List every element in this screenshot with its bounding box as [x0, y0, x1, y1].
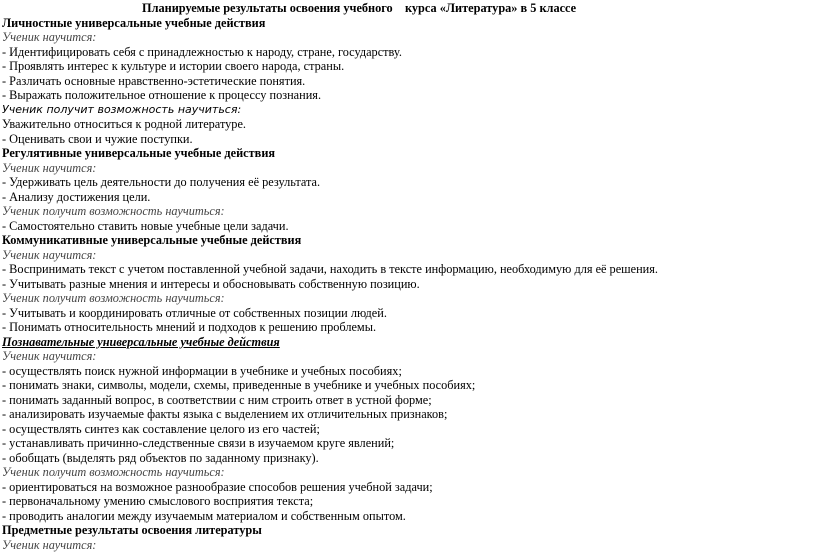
subheading: Ученик научится:: [2, 349, 812, 364]
document-title: Планируемые результаты освоения учебного курса «Литература» в 5 классе: [2, 1, 812, 16]
list-item: - Учитывать и координировать отличные от собственных позиции людей.: [2, 306, 812, 321]
list-item: - Выражать положительное отношение к процессу познания.: [2, 88, 812, 103]
list-item: - устанавливать причинно-следственные связи в изучаемом круге явлений;: [2, 436, 812, 451]
list-item: - первоначальному умению смыслового восприятия текста;: [2, 494, 812, 509]
list-item: - осуществлять синтез как составление целого из его частей;: [2, 422, 812, 437]
section-heading: Личностные универсальные учебные действия: [2, 16, 812, 31]
list-item: Уважительно относиться к родной литературе.: [2, 117, 812, 132]
subheading: Ученик научится:: [2, 538, 812, 552]
list-item: - Проявлять интерес к культуре и истории своего народа, страны.: [2, 59, 812, 74]
subheading: Ученик получит возможность научиться:: [2, 204, 812, 219]
subheading: Ученик получит возможность научиться:: [2, 103, 812, 118]
list-item: - Различать основные нравственно-эстетические понятия.: [2, 74, 812, 89]
subheading: Ученик научится:: [2, 248, 812, 263]
list-item: - Анализу достижения цели.: [2, 190, 812, 205]
list-item: - анализировать изучаемые факты языка с выделением их отличительных признаков;: [2, 407, 812, 422]
subheading: Ученик получит возможность научиться:: [2, 291, 812, 306]
list-item: - понимать заданный вопрос, в соответствии с ним строить ответ в устной форме;: [2, 393, 812, 408]
section-heading: Предметные результаты освоения литературы: [2, 523, 812, 538]
list-item: - Понимать относительность мнений и подходов к решению проблемы.: [2, 320, 812, 335]
list-item: - Учитывать разные мнения и интересы и обосновывать собственную позицию.: [2, 277, 812, 292]
section-heading: Коммуникативные универсальные учебные действия: [2, 233, 812, 248]
document-body: [2, 16, 812, 552]
document-page: [2, 1, 812, 552]
section-heading: Регулятивные универсальные учебные действия: [2, 146, 812, 161]
subheading: Ученик научится:: [2, 30, 812, 45]
list-item: - проводить аналогии между изучаемым материалом и собственным опытом.: [2, 509, 812, 524]
list-item: - Удерживать цель деятельности до получения её результата.: [2, 175, 812, 190]
list-item: - Самостоятельно ставить новые учебные цели задачи.: [2, 219, 812, 234]
list-item: - Оценивать свои и чужие поступки.: [2, 132, 812, 147]
subheading: Ученик получит возможность научиться:: [2, 465, 812, 480]
list-item: - Воспринимать текст с учетом поставленной учебной задачи, находить в тексте информацию, необходимую для её решения.: [2, 262, 812, 277]
list-item: - осуществлять поиск нужной информации в учебнике и учебных пособиях;: [2, 364, 812, 379]
list-item: - обобщать (выделять ряд объектов по заданному признаку).: [2, 451, 812, 466]
list-item: - Идентифицировать себя с принадлежностью к народу, стране, государству.: [2, 45, 812, 60]
list-item: - ориентироваться на возможное разнообразие способов решения учебной задачи;: [2, 480, 812, 495]
subheading: Ученик научится:: [2, 161, 812, 176]
list-item: - понимать знаки, символы, модели, схемы, приведенные в учебнике и учебных пособиях;: [2, 378, 812, 393]
section-heading: Познавательные универсальные учебные действия: [2, 335, 812, 350]
